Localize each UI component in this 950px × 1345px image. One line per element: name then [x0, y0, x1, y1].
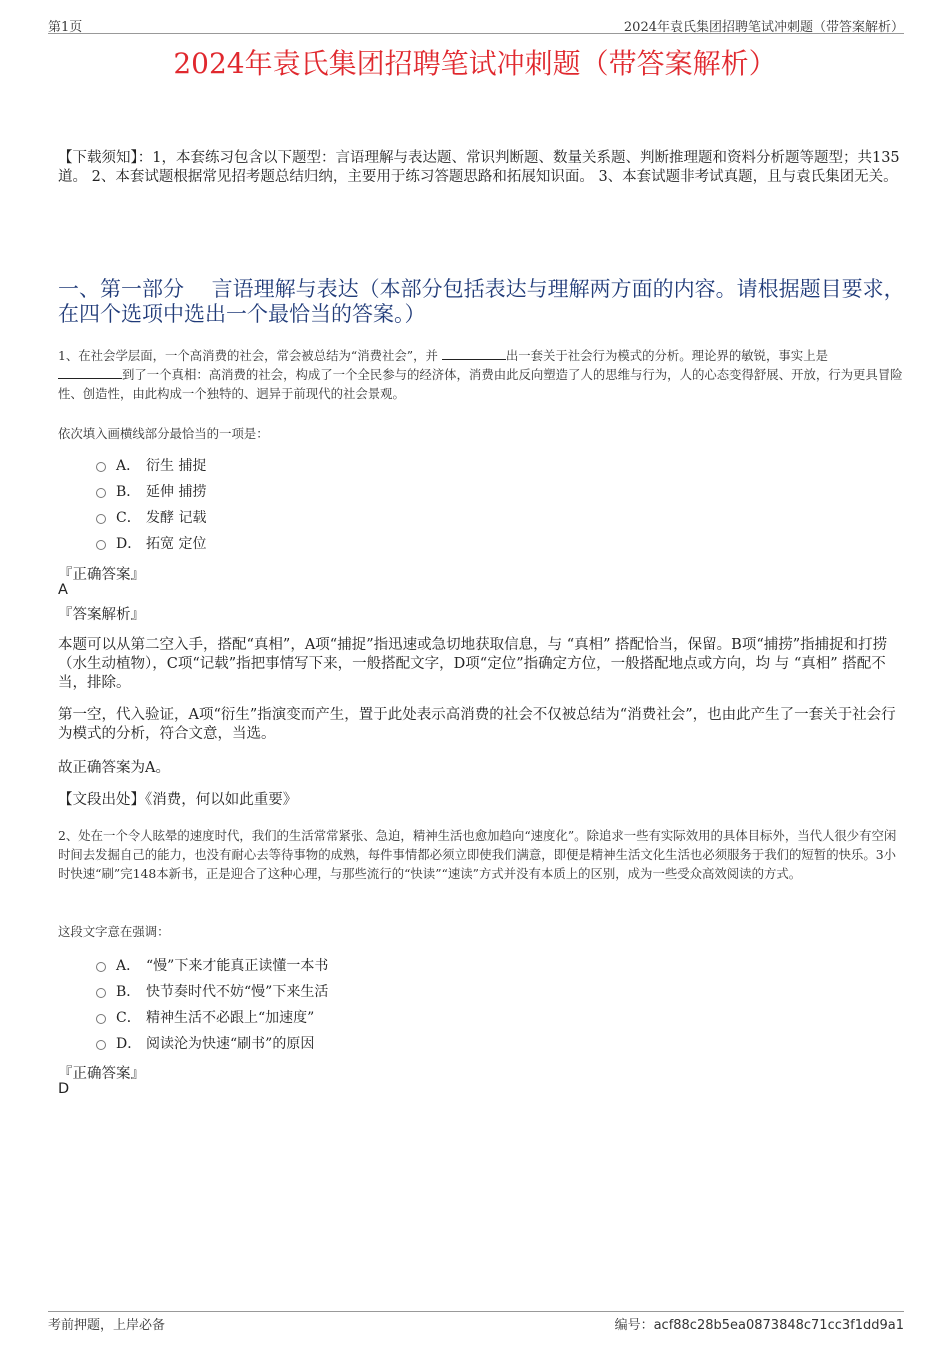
option-text: “慢”下来才能真正读懂一本书 [146, 958, 329, 974]
question-2-option-d[interactable] [96, 1033, 314, 1053]
header-divider [48, 33, 904, 34]
option-letter: D． [116, 536, 142, 552]
page-title: 2024年袁氏集团招聘笔试冲刺题（带答案解析） [173, 47, 777, 80]
download-notice: 【下载须知】：1，本套练习包含以下题型：言语理解与表达题、常识判断题、数量关系题、判断推理题和资料分析题等题型；共135道。 2、本套试题根据常见招考题总结归纳，主要用于练习答题思路和拓展知识面。 3、本套试题非考试真题，且与袁氏集团无关。 [58, 150, 900, 185]
question-1-text-part-c: 到了一个真相：高消费的社会，构成了一个全民参与的经济体，消费由此反向塑造了人的思维与行为，人的心态变得舒展、开放，行为更具冒险性、创造性，由此构成一个独特的、迥异于前现代的社会景观。 [58, 367, 903, 401]
option-text: 发酵 记载 [146, 510, 207, 526]
question-2-correct-answer: D [58, 1081, 70, 1097]
question-1-prompt: 依次填入画横线部分最恰当的一项是： [58, 426, 269, 441]
option-text: 阅读沦为快速“刷书”的原因 [146, 1036, 315, 1052]
radio-icon[interactable] [96, 988, 106, 998]
footer-divider [48, 1311, 904, 1312]
question-1-analysis-paragraph: 第一空，代入验证，A项“衍生”指演变而产生，置于此处表示高消费的社会不仅被总结为“消费社会”，也由此产生了一套关于社会行为模式的分析，符合文意，当选。 [58, 707, 896, 742]
question-1-text-part-a: 1、在社会学层面，一个高消费的社会，常会被总结为“消费社会”，并 [58, 348, 442, 363]
option-text: 拓宽 定位 [146, 536, 207, 552]
question-1-option-b[interactable] [96, 481, 206, 501]
option-text: 快节奏时代不妨“慢”下来生活 [146, 984, 329, 1000]
footer-code-value: acf88c28b5ea0873848c71cc3f1dd9a1 [653, 1318, 904, 1333]
question-1-option-a[interactable] [96, 455, 206, 475]
footer-code [615, 1314, 904, 1333]
option-letter: B． [116, 984, 141, 1000]
question-2-text: 2、处在一个令人眩晕的速度时代，我们的生活常常紧张、急迫，精神生活也愈加趋向“速度化”。除追求一些有实际效用的具体目标外，当代人很少有空闲时间去发掘自己的能力，也没有耐心去等待事物的成熟，每件事情都必须立即使我们满意，即便是精神生活文化生活也必须服务于我们的短暂的快乐。3小时快速“刷”完148本新书，正是迎合了这种心理，与那些流行的“快读”“速读”方式并没有本质上的区别，成为一些受众高效阅读的方式。 [58, 828, 897, 881]
page-number: 第1页 [48, 20, 83, 35]
question-2-correct-label: 『正确答案』 [58, 1066, 145, 1082]
option-text: 延伸 捕捞 [146, 484, 207, 500]
question-2-prompt: 这段文字意在强调： [58, 924, 170, 939]
radio-icon[interactable] [96, 1014, 106, 1024]
question-1-source: 【文段出处】《消费，何以如此重要》 [58, 792, 298, 808]
question-2-option-c[interactable] [96, 1007, 314, 1027]
radio-icon[interactable] [96, 962, 106, 972]
question-1-text-part-b: 出一套关于社会行为模式的分析。理论界的敏锐，事实上是 [505, 348, 828, 363]
question-2-option-b[interactable] [96, 981, 328, 1001]
question-1-analysis-label: 『答案解析』 [58, 607, 145, 623]
question-1-analysis-paragraph: 本题可以从第二空入手，搭配“真相”，A项“捕捉”指迅速或急切地获取信息，与 “真相” 搭配恰当，保留。B项“捕捞”指捕捉和打捞（水生动植物），C项“记载”指把事情写下来，一般搭配文字，D项“定位”指确定方位，一般搭配地点或方向，均 与 “真相” 搭配不当，排除。 [58, 637, 888, 691]
fill-blank-2 [58, 366, 122, 379]
question-1-analysis-paragraph: 故正确答案为A。 [58, 760, 170, 776]
radio-icon[interactable] [96, 462, 106, 472]
question-1-correct-label: 『正确答案』 [58, 567, 145, 583]
option-text: 精神生活不必跟上“加速度” [146, 1010, 315, 1026]
footer-slogan: 考前押题，上岸必备 [48, 1318, 166, 1333]
radio-icon[interactable] [96, 540, 106, 550]
question-1-correct-answer: A [58, 582, 68, 598]
option-text: 衍生 捕捉 [146, 458, 207, 474]
radio-icon[interactable] [96, 1040, 106, 1050]
option-letter: C． [116, 510, 141, 526]
question-1-option-d[interactable] [96, 533, 206, 553]
option-letter: D． [116, 1036, 142, 1052]
option-letter: B． [116, 484, 141, 500]
question-1-text [58, 346, 904, 403]
option-letter: A． [116, 458, 141, 474]
question-2-option-a[interactable] [96, 955, 328, 975]
option-letter: C． [116, 1010, 141, 1026]
radio-icon[interactable] [96, 488, 106, 498]
header-doc-title: 2024年袁氏集团招聘笔试冲刺题（带答案解析） [623, 20, 904, 35]
option-letter: A． [116, 958, 141, 974]
fill-blank-1 [442, 347, 506, 360]
question-1-option-c[interactable] [96, 507, 206, 527]
footer-code-label: 编号： [614, 1318, 654, 1333]
radio-icon[interactable] [96, 514, 106, 524]
section-heading: 一、第一部分 言语理解与表达（本部分包括表达与理解两方面的内容。请根据题目要求，在四个选项中选出一个最恰当的答案。） [58, 277, 905, 326]
